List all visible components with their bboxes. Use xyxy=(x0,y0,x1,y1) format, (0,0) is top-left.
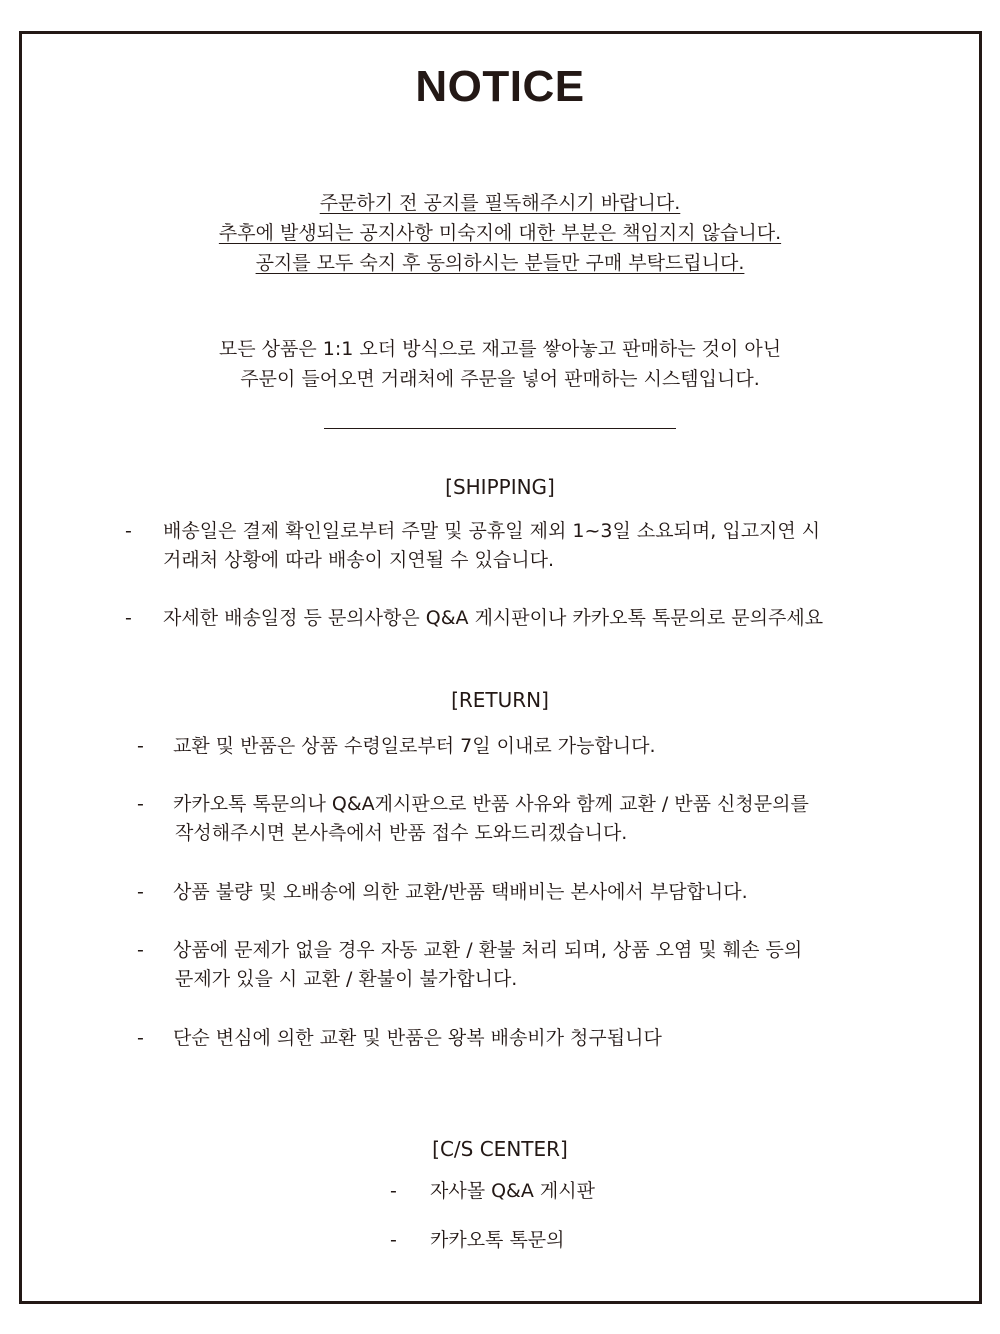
return-item-2-line-1: 카카오톡 톡문의나 Q&A게시판으로 반품 사유와 함께 교환 / 반품 신청문의를 xyxy=(173,793,809,815)
order-system-line-1: 모든 상품은 1:1 오더 방식으로 재고를 쌓아놓고 판매하는 것이 아닌 xyxy=(218,338,782,360)
intro-notice-line-3: 공지를 모두 숙지 후 동의하시는 분들만 구매 부탁드립니다. xyxy=(255,252,745,274)
cs-item-kakaotalk: 카카오톡 톡문의 xyxy=(430,1229,565,1251)
return-item-2-line-2: 작성해주시면 본사측에서 반품 접수 도와드리겠습니다. xyxy=(175,822,628,844)
return-bullet-1: - xyxy=(137,735,144,757)
shipping-heading: [SHIPPING] xyxy=(445,475,555,499)
return-bullet-5: - xyxy=(137,1027,144,1049)
return-bullet-4: - xyxy=(137,939,144,961)
section-divider xyxy=(324,428,676,429)
return-item-3-line-1: 상품 불량 및 오배송에 의한 교환/반품 택배비는 본사에서 부담합니다. xyxy=(173,881,748,903)
return-item-4-line-2: 문제가 있을 시 교환 / 환불이 불가합니다. xyxy=(175,968,518,990)
return-bullet-3: - xyxy=(137,881,144,903)
shipping-bullet-1: - xyxy=(125,520,132,542)
return-item-1-line-1: 교환 및 반품은 상품 수령일로부터 7일 이내로 가능합니다. xyxy=(173,735,656,757)
shipping-item-1-line-2: 거래처 상황에 따라 배송이 지연될 수 있습니다. xyxy=(163,549,555,571)
return-item-4-line-1: 상품에 문제가 없을 경우 자동 교환 / 환불 처리 되며, 상품 오염 및 훼손 등의 xyxy=(173,939,803,961)
order-system-line-2: 주문이 들어오면 거래처에 주문을 넣어 판매하는 시스템입니다. xyxy=(240,368,760,390)
cs-center-heading: [C/S CENTER] xyxy=(432,1137,568,1161)
cs-bullet-1: - xyxy=(390,1180,397,1202)
shipping-bullet-2: - xyxy=(125,607,132,629)
return-bullet-2: - xyxy=(137,793,144,815)
return-item-5-line-1: 단순 변심에 의한 교환 및 반품은 왕복 배송비가 청구됩니다 xyxy=(173,1027,662,1049)
intro-notice-line-2: 추후에 발생되는 공지사항 미숙지에 대한 부분은 책임지지 않습니다. xyxy=(218,222,782,244)
cs-item-qna-board: 자사몰 Q&A 게시판 xyxy=(430,1180,595,1202)
shipping-item-2-line-1: 자세한 배송일정 등 문의사항은 Q&A 게시판이나 카카오톡 톡문의로 문의주세요 xyxy=(163,607,824,629)
cs-bullet-2: - xyxy=(390,1229,397,1251)
return-heading: [RETURN] xyxy=(451,688,549,712)
notice-title: NOTICE xyxy=(415,62,585,111)
intro-notice-line-1: 주문하기 전 공지를 필독해주시기 바랍니다. xyxy=(319,192,681,214)
shipping-item-1-line-1: 배송일은 결제 확인일로부터 주말 및 공휴일 제외 1~3일 소요되며, 입고지연 시 xyxy=(163,520,821,542)
